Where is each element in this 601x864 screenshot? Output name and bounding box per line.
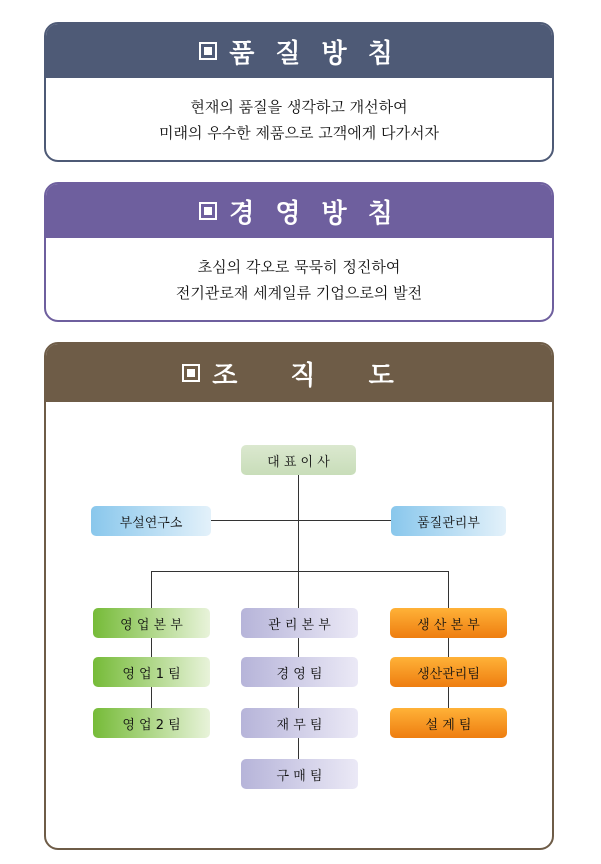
connector-production-drop: [448, 571, 449, 608]
quality-dept-node: 품질관리부: [391, 506, 506, 536]
connector-admin-drop: [298, 571, 299, 608]
organization-chart-title: 조 직 도: [212, 360, 416, 391]
production-team-1-node: 생산관리팀: [390, 657, 507, 687]
quality-policy-header: [46, 24, 552, 78]
management-policy-card: [44, 182, 554, 322]
quality-policy-title: 품 질 방 침: [229, 38, 399, 69]
production-team-2-node: 설 계 팀: [390, 708, 507, 738]
ceo-node: 대 표 이 사: [241, 445, 356, 475]
connector-support-horizontal: [211, 520, 391, 521]
management-policy-line-1: 초심의 각오로 묵묵히 정진하여: [197, 258, 401, 276]
quality-policy-line-2: 미래의 우수한 제품으로 고객에게 다가서자: [159, 124, 439, 142]
management-policy-line-2: 전기관로재 세계일류 기업으로의 발전: [175, 284, 423, 302]
research-institute-node: 부설연구소: [91, 506, 211, 536]
admin-division-node: 관 리 본 부: [241, 608, 358, 638]
organization-chart-header: [46, 344, 552, 402]
quality-policy-line-1: 현재의 품질을 생각하고 개선하여: [190, 98, 408, 116]
production-division-node: 생 산 본 부: [390, 608, 507, 638]
square-bullet-icon: [199, 202, 217, 220]
square-bullet-icon: [182, 364, 200, 382]
admin-team-3-node: 구 매 팀: [241, 759, 358, 789]
sales-team-2-node: 영 업 2 팀: [93, 708, 210, 738]
sales-team-1-node: 영 업 1 팀: [93, 657, 210, 687]
management-policy-title: 경 영 방 침: [229, 198, 399, 229]
quality-policy-body: [46, 78, 552, 146]
quality-policy-card: [44, 22, 554, 162]
admin-team-2-node: 재 무 팀: [241, 708, 358, 738]
management-policy-header: [46, 184, 552, 238]
connector-sales-drop: [151, 571, 152, 608]
admin-team-1-node: 경 영 팀: [241, 657, 358, 687]
square-bullet-icon: [199, 42, 217, 60]
connector-divisions-horizontal: [151, 571, 448, 572]
sales-division-node: 영 업 본 부: [93, 608, 210, 638]
management-policy-body: [46, 238, 552, 306]
connector-ceo-vertical: [298, 475, 299, 572]
